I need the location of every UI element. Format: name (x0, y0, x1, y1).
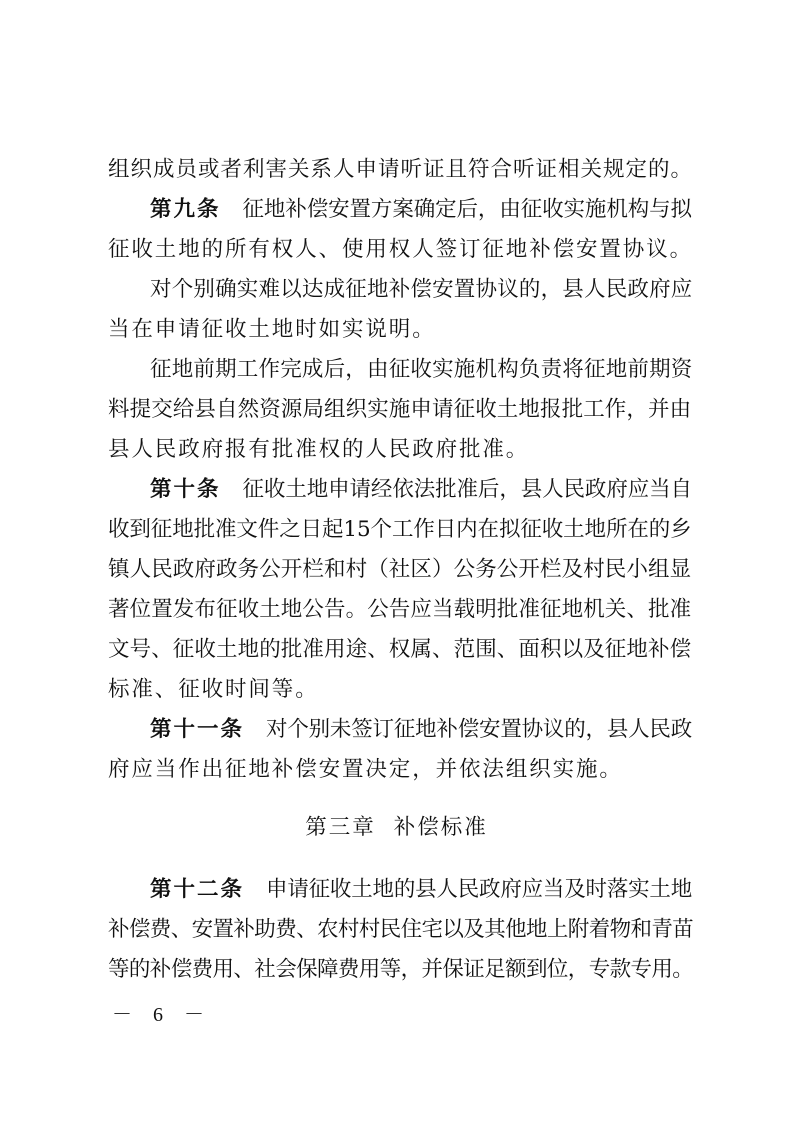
article-12-line-2: 补偿费、安置补助费、农村村民住宅以及其他地上附着物和青苗 (108, 917, 694, 942)
paragraph-b-line-3: 县人民政府报有批准权的人民政府批准。 (108, 437, 530, 462)
article-9-heading: 第九条 (150, 197, 221, 222)
paragraph-a-line-1: 对个别确实难以达成征地补偿安置协议的，县人民政府应 (150, 277, 693, 302)
article-10-line-3: 镇人民政府政务公开栏和村（社区）公务公开栏及村民小组显 (108, 557, 692, 582)
article-10-line-2: 收到征地批准文件之日起15个工作日内在拟征收土地所在的乡 (108, 517, 692, 542)
article-9-line-1: 征地补偿安置方案确定后，由征收实施机构与拟 (242, 197, 692, 222)
paragraph-a-line-2: 当在申请征收土地时如实说明。 (108, 317, 436, 342)
article-9-first-line (150, 190, 692, 230)
article-11-line-1: 对个别未签订征地补偿安置协议的，县人民政 (266, 717, 693, 742)
chapter-number: 第三章 (305, 815, 376, 840)
chapter-title: 补偿标准 (393, 815, 488, 840)
article-11-line-2: 府应当作出征地补偿安置决定，并依法组织实施。 (108, 757, 623, 782)
article-9-line-2: 征收土地的所有权人、使用权人签订征地补偿安置协议。 (108, 237, 694, 262)
chapter-heading (0, 808, 793, 848)
paragraph-b-line-2: 料提交给县自然资源局组织实施申请征收土地报批工作，并由 (108, 397, 692, 422)
article-10-line-5: 文号、征收土地的批准用途、权属、范围、面积以及征地补偿 (108, 637, 692, 662)
article-12-heading: 第十二条 (150, 877, 245, 902)
article-10-line-6: 标准、征收时间等。 (108, 677, 319, 702)
paragraph-b-line-1: 征地前期工作完成后，由征收实施机构负责将征地前期资 (150, 357, 693, 382)
page-number: － 6 － (112, 1004, 212, 1026)
article-10-first-line (150, 470, 692, 510)
article-10-heading: 第十条 (150, 477, 221, 502)
article-12-first-line (150, 870, 692, 910)
article-10-line-4: 著位置发布征收土地公告。公告应当载明批准征地机关、批准 (108, 597, 692, 622)
intro-line: 组织成员或者利害关系人申请听证且符合听证相关规定的。 (108, 157, 694, 182)
article-11-first-line (150, 710, 692, 750)
article-12-line-1: 申请征收土地的县人民政府应当及时落实土地 (266, 877, 693, 902)
article-11-heading: 第十一条 (150, 717, 245, 742)
article-12-line-3: 等的补偿费用、社会保障费用等，并保证足额到位，专款专用。 (108, 957, 694, 982)
article-10-line-1: 征收土地申请经依法批准后，县人民政府应当自 (242, 477, 692, 502)
